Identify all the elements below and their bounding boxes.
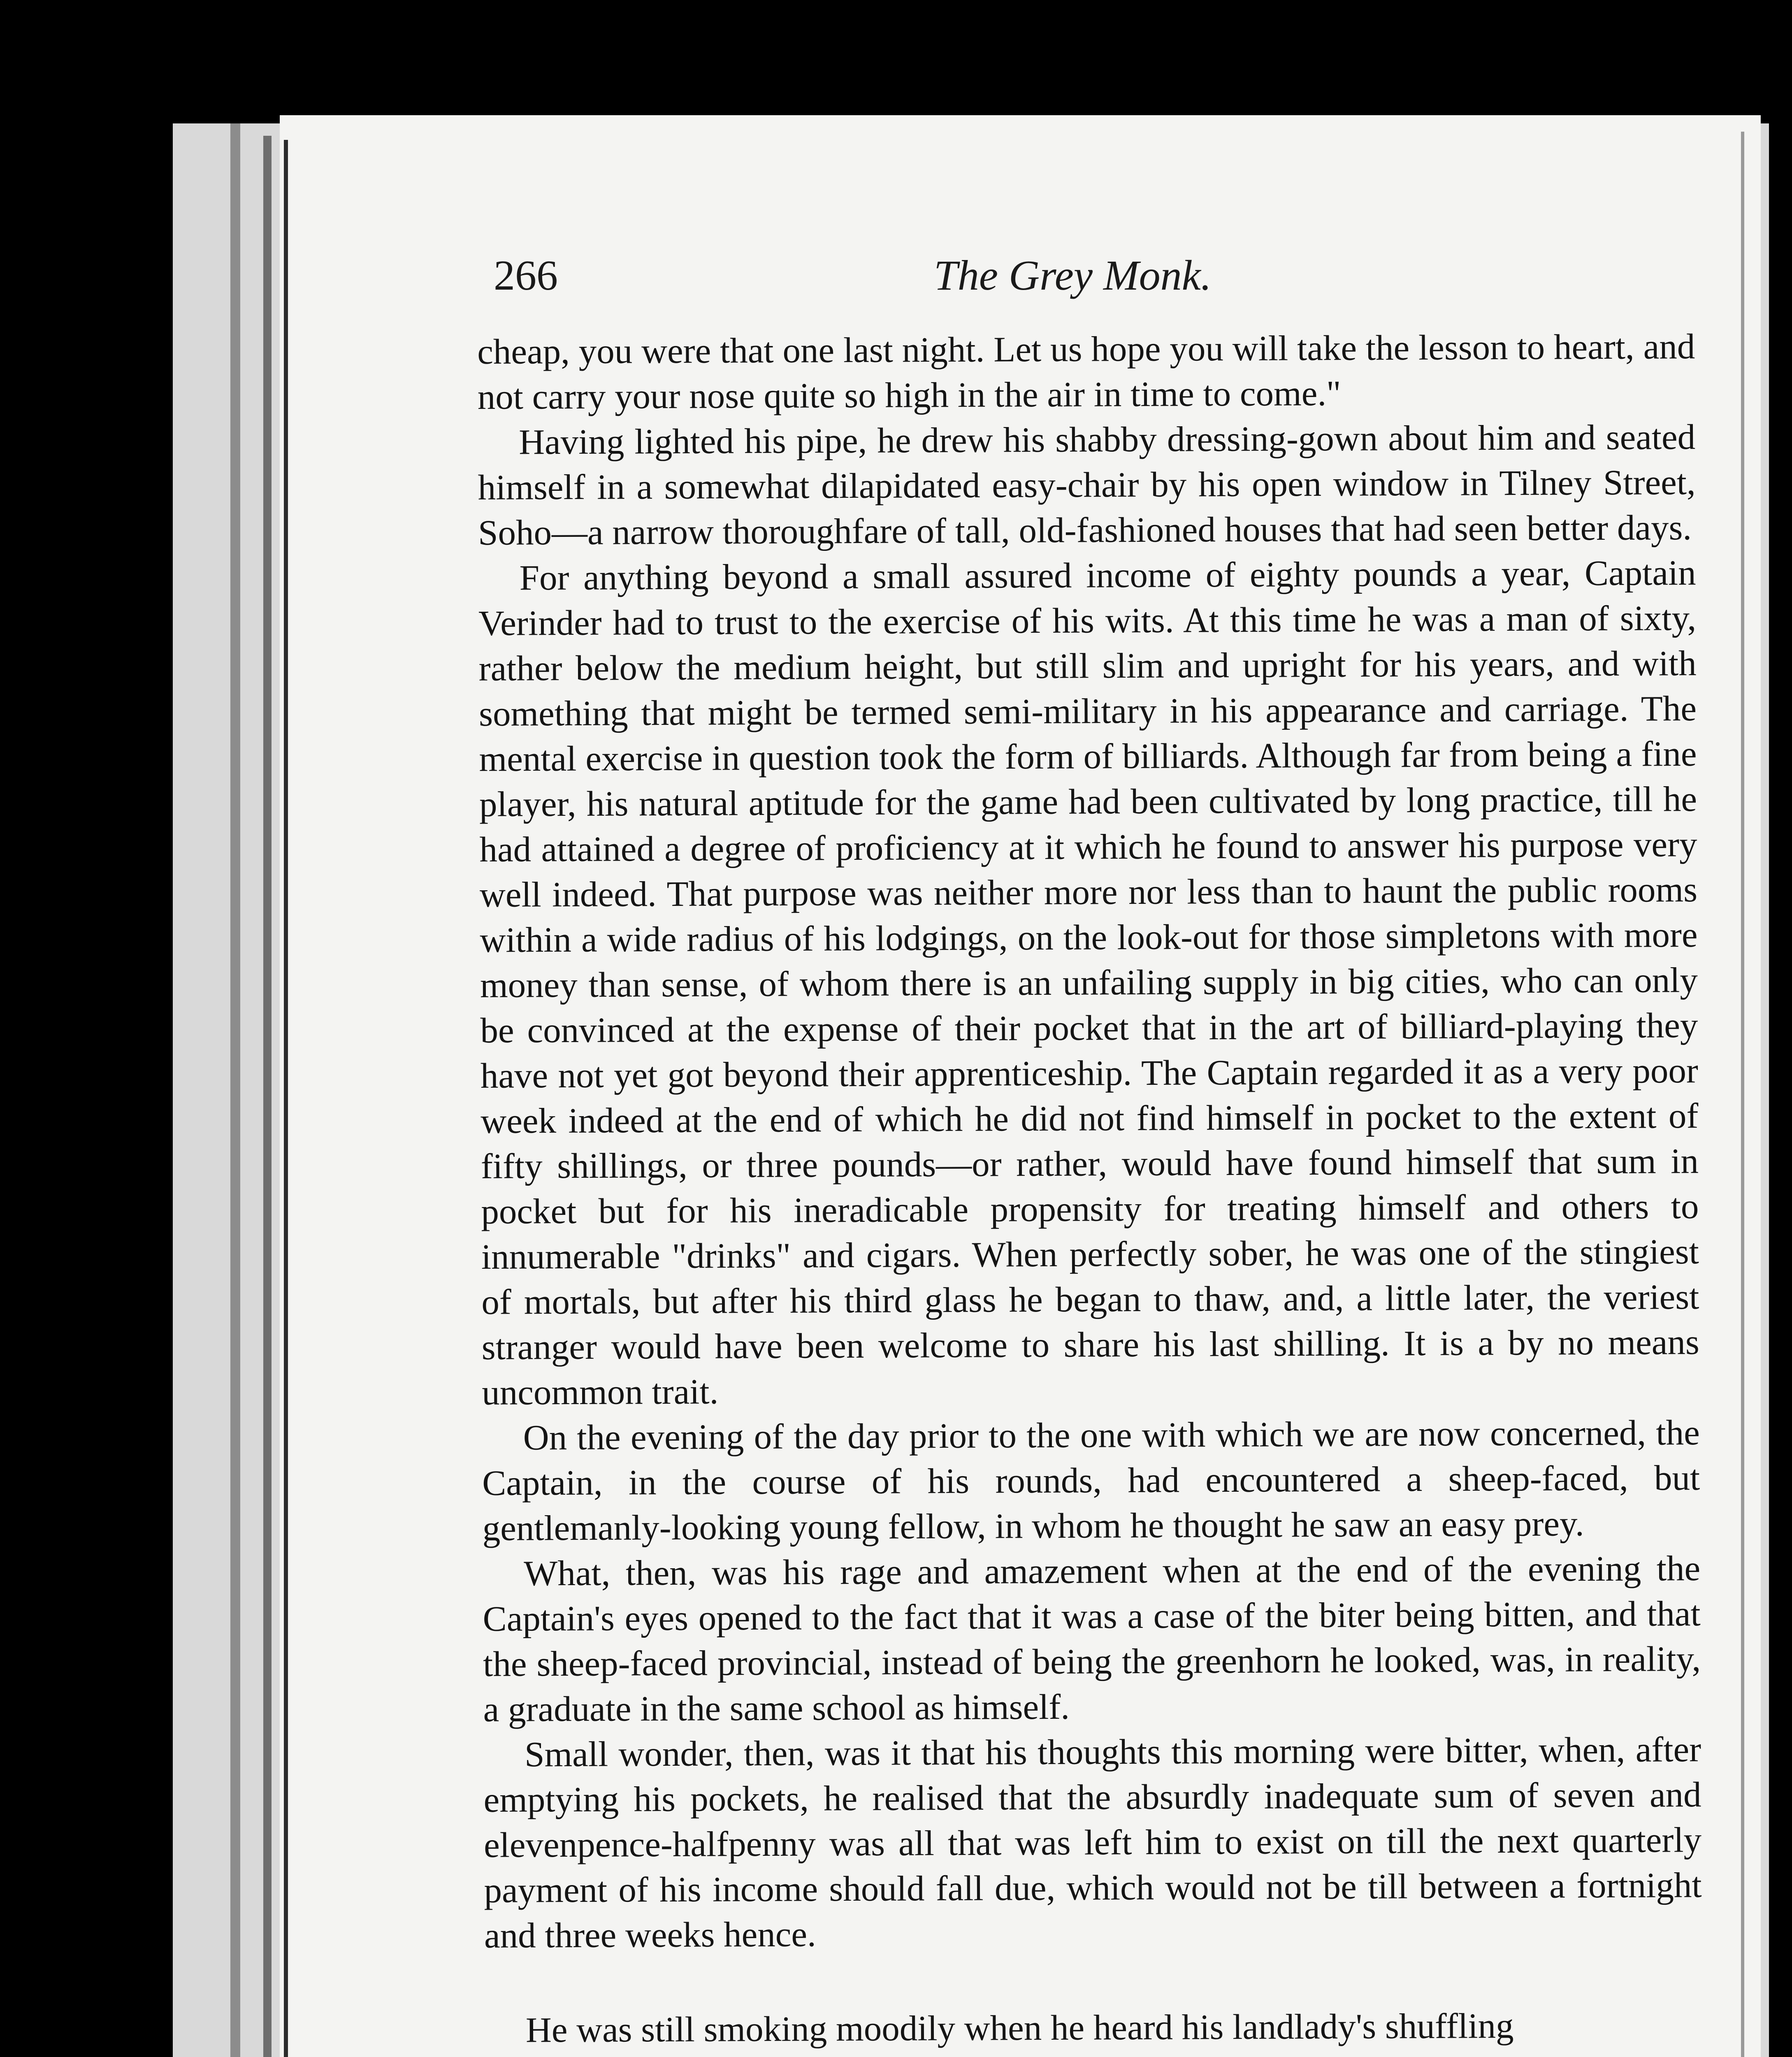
scan-top-border [0,0,1792,115]
paragraph: He was still smoking moodily when he heard his landlady's shuffling [525,2006,1514,2050]
paragraph: Having lighted his pipe, he drew his shabby dressing-gown about him and seated himself in a somewhat dilapidated easy-chair by his open window in Tilney Street, Soho—a narrow thoroughfare of tall, old-fashioned houses that had seen better days. [478,417,1696,553]
paragraph: Small wonder, then, was it that his thoughts this morning were bitter, when, after emptying his pockets, he realised that the absurdly inadequate sum of seven and elevenpence-halfpenny was all that was left him to exist on till the next quarterly payment of his income should fall due, which would not be till between a fortnight and three weeks hence. [483,1729,1702,1955]
paragraph: For anything beyond a small assured income of eighty pounds a year, Captain Verinder had to trust to the exercise of his wits. At this time he was a man of sixty, rather below the medium height, but still slim and upright for his years, and with something that might be termed semi-military in his appearance and carriage. The mental exercise in question took the form of billiards. Although far from being a fine player, his natural aptitude for the game had been cultivated by long practice, till he had attained a degree of proficiency at it which he found to answer his purpose very well indeed. That purpose was neither more nor less than to haunt the public rooms within a wide radius of his lodgings, on the look-out for those simpletons with more money than sense, of whom there is an unfailing supply in big cities, who can only be convinced at the expense of their pocket that in the art of billiard-playing they have not yet got beyond their apprenticeship. The Captain regarded it as a very poor week indeed at the end of which he did not find himself in pocket to the extent of fifty shillings, or three pounds—or rather, would have found himself that sum in pocket but for his ineradicable propensity for treating himself and others to innumerable "drinks" and cigars. When perfectly sober, he was one of the stingiest of mortals, but after his third glass he began to thaw, and, a little later, the veriest stranger would have been welcome to share his last shilling. It is a by no means uncommon trait. [478,553,1699,1412]
paragraph: cheap, you were that one last night. Let us hope you will take the lesson to heart, and not carry your nose quite so high in the air in time to come." [477,326,1695,417]
page-edge-shadow [263,136,272,2057]
paragraph: On the evening of the day prior to the one with which we are now concerned, the Captain, in the course of his rounds, had encountered a sheep-faced, but gentlemanly-looking young fellow, in whom he thought he saw an easy prey. [482,1412,1700,1548]
section-break [484,1953,1702,2008]
page-header [494,251,1695,300]
page-right-edge [1741,132,1744,2057]
paragraph: What, then, was his rage and amazement when at the end of the evening the Captain's eyes opened to the fact that it was a case of the biter being bitten, and that the sheep-faced provincial, instead of being the greenhorn he looked, was, in reality, a graduate in the same school as himself. [483,1548,1701,1729]
body-text [477,324,1702,2053]
page-gutter-edge [284,140,288,2057]
page-edge-shadow [230,123,240,2057]
page-number: 266 [494,252,558,299]
running-title: The Grey Monk. [934,252,1212,299]
